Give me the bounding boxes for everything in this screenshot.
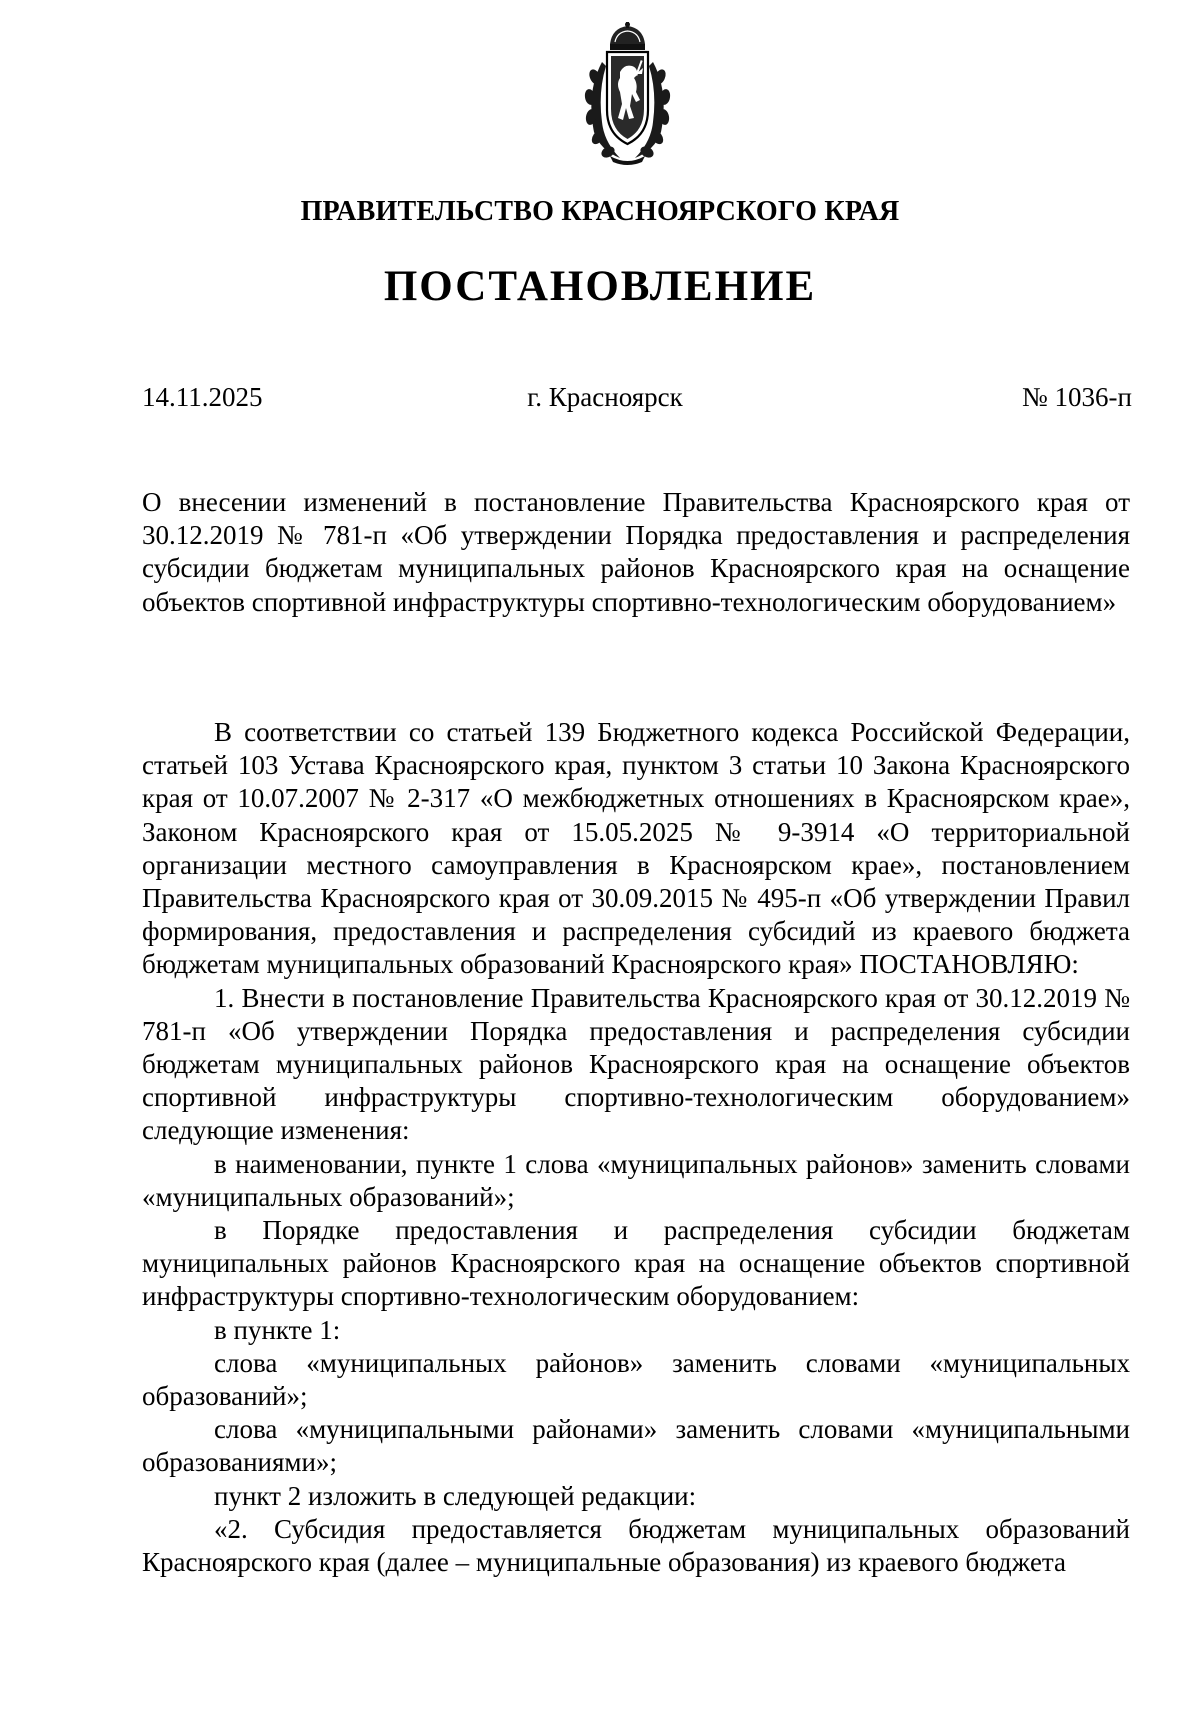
body-paragraph: пункт 2 изложить в следующей редакции: [214,1480,697,1511]
document-type-title: ПОСТАНОВЛЕНИЕ [383,263,817,310]
body-paragraph: в наименовании, пункте 1 слова «муниципальных районов» заменить словами «муниципальных образований»; [142,1148,1130,1212]
krasnoyarsk-krai-coat-of-arms-icon [580,22,675,167]
document-body [142,716,1130,1579]
document-date: 14.11.2025 [142,382,263,412]
subject-text: О внесении изменений в постановление Правительства Красноярского края от 30.12.2019 № 781-п «Об утверждении Порядка предоставления и распределения субсидии бюджетам муниципальных районов Красноярского края на оснащение объектов спортивной инфраструктуры спортивно-технологическим оборудованием» [142,487,1130,617]
preamble-paragraph: В соответствии со статьей 139 Бюджетного кодекса Российской Федерации, статьей 103 Устава Красноярского края, пунктом 3 статьи 10 Закона Красноярского края от 10.07.2007 № 2-317 «О межбюджетных отношениях в Красноярском крае», Законом Красноярского края от 15.05.2025 № 9-3914 «О территориальной организации местного самоуправления в Красноярском крае», постановлением Правительства Красноярского края от 30.09.2015 № 495-п «Об утверждении Правил формирования, предоставления и распределения субсидий из краевого бюджета бюджетам муниципальных образований Красноярского края» ПОСТАНОВЛЯЮ: [142,717,1130,980]
body-paragraph: слова «муниципальных районов» заменить словами «муниципальных образований»; [142,1347,1130,1412]
body-paragraph: «2. Субсидия предоставляется бюджетам муниципальных образований Красноярского края (далее – муниципальные образования) из краевого бюджета [142,1513,1130,1578]
government-title: ПРАВИТЕЛЬСТВО КРАСНОЯРСКОГО КРАЯ [300,196,900,227]
body-paragraph: в Порядке предоставления и распределения субсидии бюджетам муниципальных районов Красноярского края на оснащение объектов спортивной инфраструктуры спортивно-технологическим оборудованием: [142,1215,1130,1312]
document-city: г. Красноярск [527,382,683,412]
document-number: № 1036-п [1022,382,1132,412]
body-paragraph: 1. Внести в постановление Правительства Красноярского края от 30.12.2019 № 781-п «Об утверждении Порядка предоставления и распределения субсидии бюджетам муниципальных районов Красноярского края на оснащение объектов спортивной инфраструктуры спортивно-технологическим оборудованием» следующие изменения: [142,982,1130,1146]
body-paragraph: в пункте 1: [214,1314,341,1345]
document-subject [142,486,1130,619]
body-paragraph: слова «муниципальными районами» заменить словами «муниципальными образованиями»; [142,1414,1130,1478]
